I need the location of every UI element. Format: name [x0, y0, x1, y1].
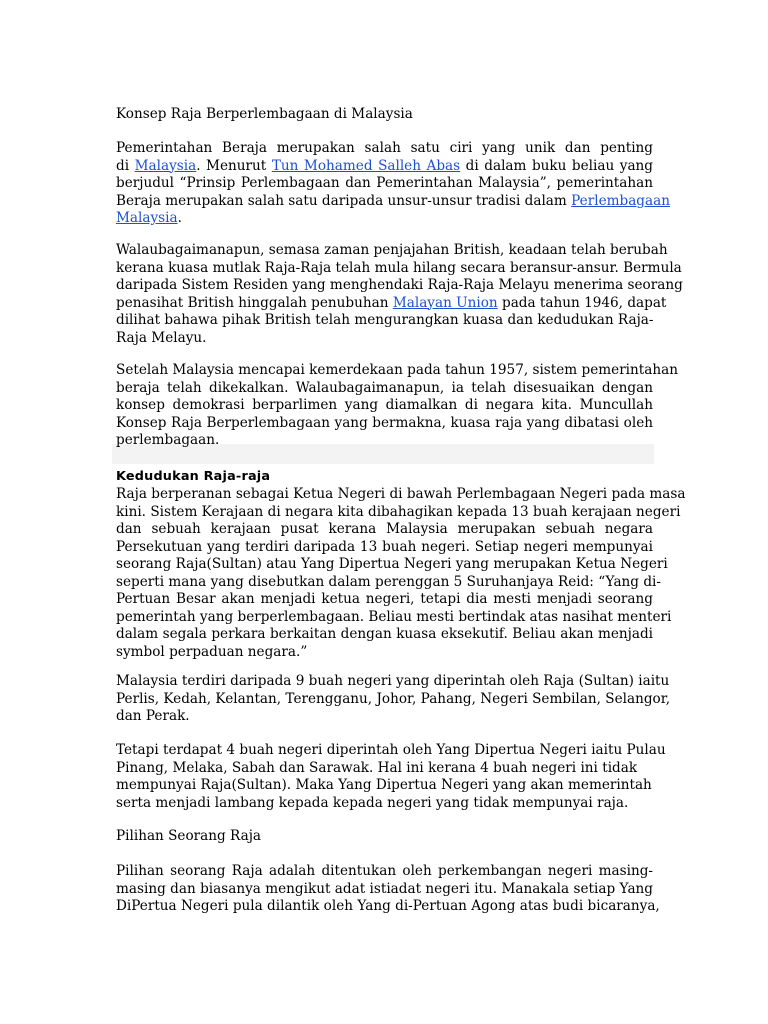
paragraph-line: Raja berperanan sebagai Ketua Negeri di bawah Perlembagaan Negeri pada masa [116, 486, 686, 502]
paragraph-line: beraja telah dikekalkan. Walaubagaimanapun, ia telah disesuaikan dengan [116, 379, 653, 396]
paragraph-line: Konsep Raja Berperlembagaan yang bermakna, kuasa raja yang dibatasi oleh [116, 414, 653, 431]
paragraph-7 [116, 863, 660, 916]
paragraph-line: Setelah Malaysia mencapai kemerdekaan pada tahun 1957, sistem pemerintahan [116, 362, 678, 378]
document-title: Konsep Raja Berperlembagaan di Malaysia [116, 106, 413, 122]
text-run: . Menurut [196, 157, 267, 174]
paragraph-line: dalam segala perkara berkaitan dengan kuasa eksekutif. Beliau akan menjadi [116, 626, 653, 642]
paragraph-line: serta menjadi lambang kepada kepada negeri yang tidak mempunyai raja. [116, 794, 629, 811]
text-run: . [177, 210, 182, 226]
paragraph-line: pemerintah yang berperlembagaan. Beliau mesti bertindak atas nasihat menteri [116, 608, 672, 625]
paragraph-line: DiPertua Negeri pula dilantik oleh Yang di-Pertuan Agong atas budi bicaranya, [116, 898, 660, 914]
paragraph-line: mempunyai Raja(Sultan). Maka Yang Dipertua Negeri yang akan memerintah [116, 777, 652, 793]
paragraph-3 [116, 362, 678, 450]
text-run: pada tahun 1946, dapat [502, 294, 667, 311]
paragraph-line: seperti mana yang disebutkan dalam perenggan 5 Suruhanjaya Reid: “Yang di- [116, 573, 661, 590]
paragraph-line: kerana kuasa mutlak Raja-Raja telah mula hilang secara beransur-ansur. Bermula [116, 259, 682, 276]
paragraph-line: dilihat bahawa pihak British telah mengurangkan kuasa dan kedudukan Raja- [116, 312, 654, 328]
paragraph-line: kini. Sistem Kerajaan di negara kita dibahagikan kepada 13 buah kerajaan negeri [116, 503, 681, 520]
text-run: di [116, 157, 130, 174]
paragraph-line: Pemerintahan Beraja merupakan salah satu ciri yang unik dan penting [116, 140, 653, 156]
paragraph-4 [116, 486, 686, 661]
paragraph-5 [116, 673, 671, 726]
paragraph-line: Persekutuan yang terdiri daripada 13 buah negeri. Setiap negeri mempunyai [116, 538, 653, 555]
paragraph-line: Pinang, Melaka, Sabah dan Sarawak. Hal ini kerana 4 buah negeri ini tidak [116, 759, 638, 776]
paragraph-line: masing dan biasanya mengikut adat istiadat negeri itu. Manakala setiap Yang [116, 880, 653, 897]
paragraph-2 [116, 242, 683, 347]
paragraph-line [116, 192, 670, 211]
link-malaysia[interactable]: Malaysia [134, 157, 197, 174]
paragraph-line: Pilihan seorang Raja adalah ditentukan oleh perkembangan negeri masing- [116, 863, 653, 879]
paragraph-line: seorang Raja(Sultan) atau Yang Dipertua Negeri yang merupakan Ketua Negeri [116, 556, 668, 572]
text-run: Beraja merupakan salah satu daripada unsur-unsur tradisi dalam [116, 192, 567, 209]
paragraph-line [116, 158, 653, 176]
paragraph-line: Pertuan Besar akan menjadi ketua negeri, tetapi dia mesti menjadi seorang [116, 591, 653, 607]
paragraph-line: Raja Melayu. [116, 329, 207, 346]
link-malayan-union[interactable]: Malayan Union [392, 294, 498, 311]
link-perlembagaan-malaysia-cont[interactable]: Malaysia [116, 210, 178, 226]
text-run: penasihat British hinggalah penubuhan [116, 294, 389, 311]
text-run: di dalam buku beliau yang [465, 157, 654, 174]
paragraph-1 [116, 140, 670, 228]
paragraph-line: dan sebuah kerajaan pusat kerana Malaysia merupakan sebuah negara [116, 521, 653, 537]
paragraph-line: perlembagaan. [116, 432, 220, 448]
paragraph-line: dan Perak. [116, 708, 190, 724]
link-tun-mohamed-salleh-abas[interactable]: Tun Mohamed Salleh Abas [271, 157, 461, 174]
paragraph-line [116, 210, 653, 228]
paragraph-line: berjudul “Prinsip Perlembagaan dan Pemerintahan Malaysia”, pemerintahan [116, 175, 653, 191]
paragraph-line: konsep demokrasi berparlimen yang diamalkan di negara kita. Muncullah [116, 397, 653, 413]
paragraph-line: Tetapi terdapat 4 buah negeri diperintah oleh Yang Dipertua Negeri iaitu Pulau [116, 742, 666, 758]
paragraph-line: Malaysia terdiri daripada 9 buah negeri yang diperintah oleh Raja (Sultan) iaitu [116, 673, 670, 689]
paragraph-line: Walaubagaimanapun, semasa zaman penjajahan British, keadaan telah berubah [116, 242, 668, 258]
paragraph-line: Perlis, Kedah, Kelantan, Terengganu, Johor, Pahang, Negeri Sembilan, Selangor, [116, 690, 671, 707]
section-heading-pilihan: Pilihan Seorang Raja [116, 828, 262, 844]
paragraph-line: daripada Sistem Residen yang menghendaki Raja-Raja Melayu menerima seorang [116, 277, 683, 293]
paragraph-line [116, 294, 667, 313]
link-perlembagaan-malaysia[interactable]: Perlembagaan [571, 192, 670, 209]
section-heading-kedudukan: Kedudukan Raja-raja [116, 469, 271, 484]
paragraph-6 [116, 742, 666, 812]
paragraph-line: symbol perpaduan negara.” [116, 643, 308, 660]
